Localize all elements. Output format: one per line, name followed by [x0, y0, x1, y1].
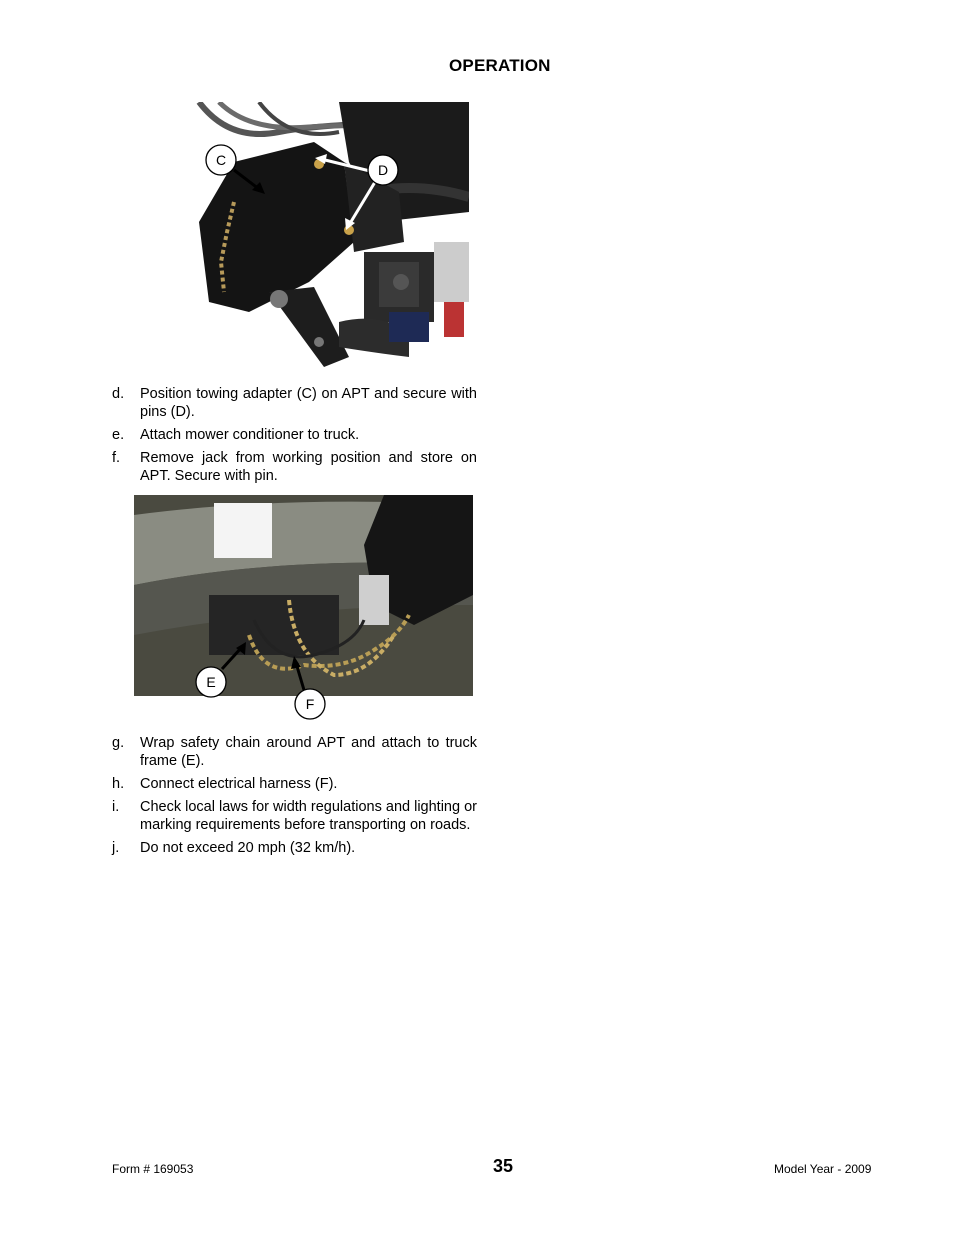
- towing-adapter-photo: [139, 102, 469, 375]
- steps-group-1: [112, 385, 477, 490]
- step-j: j. Do not exceed 20 mph (32 km/h).: [112, 840, 356, 856]
- svg-text:E: E: [206, 674, 216, 690]
- page-header-title: OPERATION: [449, 56, 551, 75]
- step-i: i. Check local laws for width regulations and lighting or marking requirements before transporting on roads.: [112, 799, 477, 833]
- step-h: h. Connect electrical harness (F).: [112, 776, 338, 792]
- steps-group-2: [112, 734, 477, 862]
- svg-text:D: D: [377, 162, 389, 178]
- step-f: f. Remove jack from working position and store on APT. Secure with pin.: [112, 450, 477, 484]
- safety-chain-photo: [134, 495, 473, 723]
- step-e: e. Attach mower conditioner to truck.: [112, 427, 360, 443]
- step-g: g. Wrap safety chain around APT and attach to truck frame (E).: [112, 735, 477, 769]
- svg-text:F: F: [305, 696, 315, 712]
- step-d: d. Position towing adapter (C) on APT and secure with pins (D).: [112, 386, 477, 420]
- footer-model-year: Model Year - 2009: [774, 1162, 872, 1176]
- footer-form-number: Form # 169053: [112, 1162, 194, 1176]
- svg-text:C: C: [215, 152, 227, 168]
- page-number: 35: [493, 1156, 514, 1176]
